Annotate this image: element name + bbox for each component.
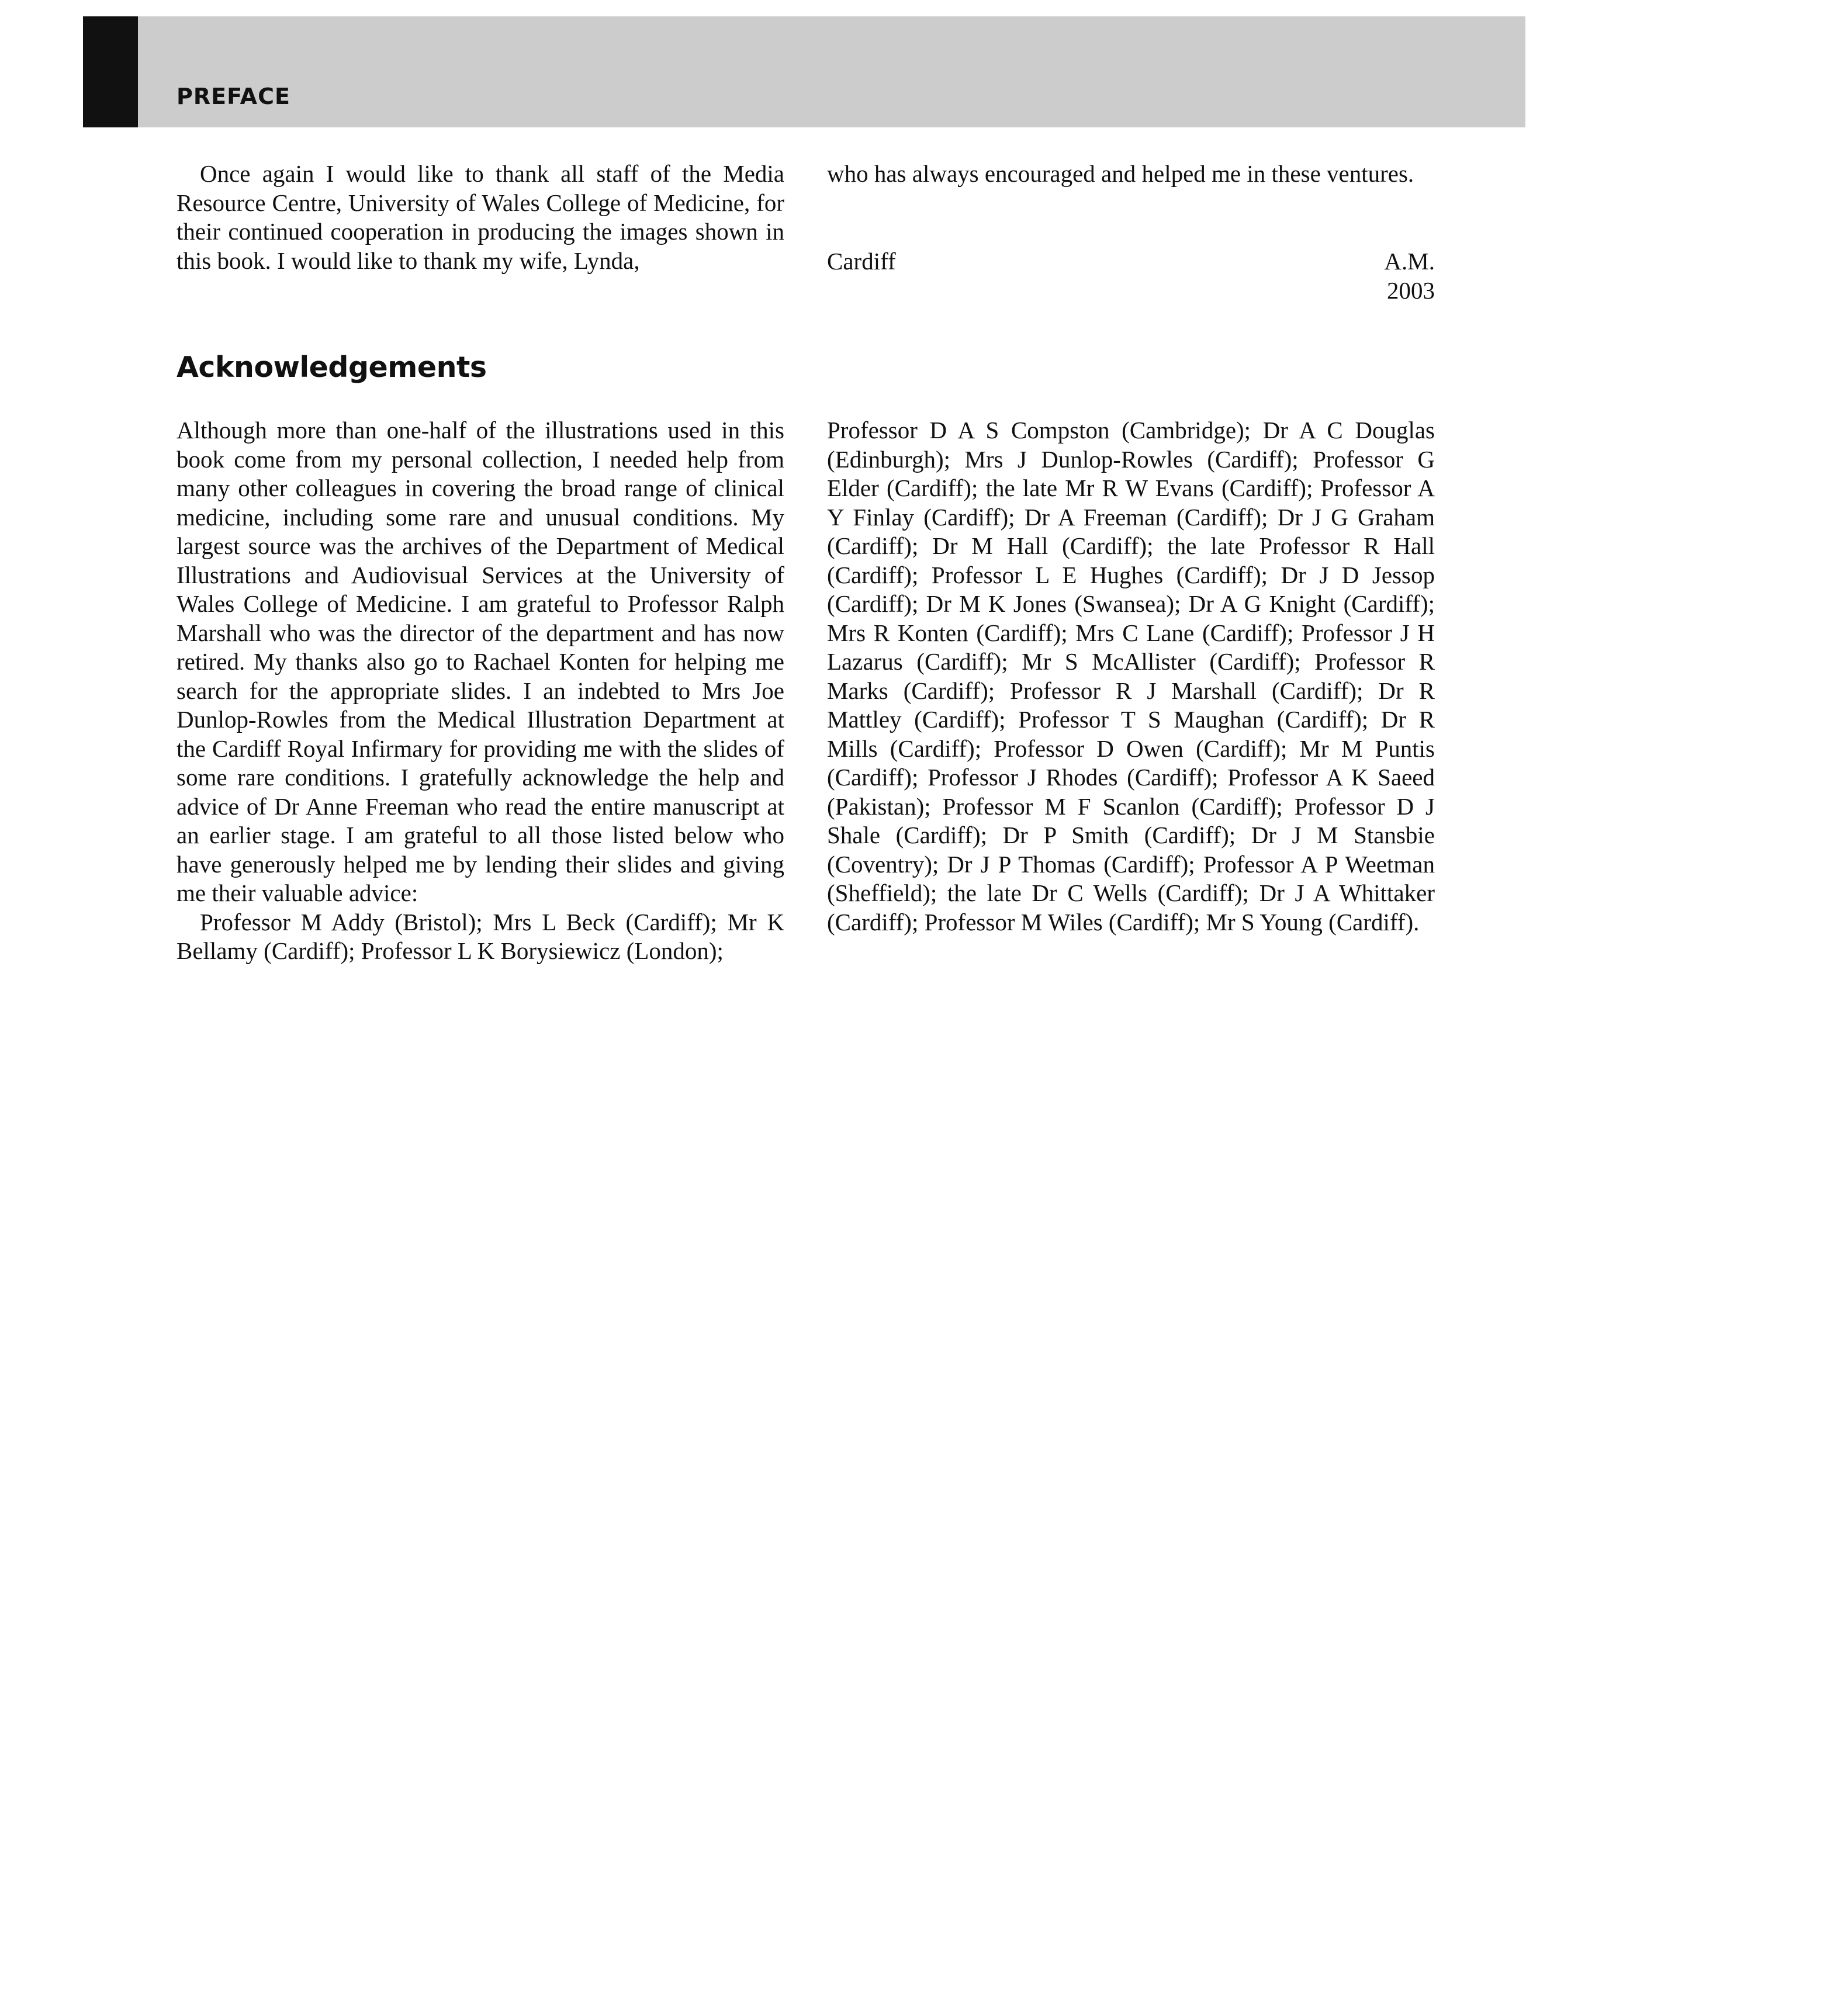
acknowledgements-names-start: Professor M Addy (Bristol); Mrs L Beck (Cardiff); Mr K Bellamy (Cardiff); Professor L K Borysiewicz (London); bbox=[177, 908, 784, 964]
acknowledgements-paragraph: Although more than one-half of the illustrations used in this book come from my personal collection, I needed help from many other colleagues in covering the broad range of clinical medicine, including some rare and unusual conditions. My largest source was the archives of the Department of Medical Illustrations and Audiovisual Services at the University of Wales College of Medicine. I am grateful to Professor Ralph Marshall who was the director of the department and has now retired. My thanks also go to Rachael Konten for helping me search for the appropriate slides. I an indebted to Mrs Joe Dunlop-Rowles from the Medical Illustration Department at the Cardiff Royal Infirmary for providing me with the slides of some rare conditions. I gratefully acknowledge the help and advice of Dr Anne Freeman who read the entire manuscript at an earlier stage. I am grateful to all those listed below who have generously helped me by lending their slides and giving me their valuable advice: bbox=[177, 417, 784, 906]
preface-left-column bbox=[177, 160, 784, 275]
header-band bbox=[83, 16, 1525, 127]
acknowledgements-names-continued: Professor D A S Compston (Cambridge); Dr A C Douglas (Edinburgh); Mrs J Dunlop-Rowles (Cardiff); Professor G Elder (Cardiff); the late Mr R W Evans (Cardiff); Professor A Y Finlay (Cardiff); Dr A Freeman (Cardiff); Dr J G Graham (Cardiff); Dr M Hall (Cardiff); the late Professor R Hall (Cardiff); Professor L E Hughes (Cardiff); Dr J D Jessop (Cardiff); Dr M K Jones (Swansea); Dr A G Knight (Cardiff); Mrs R Konten (Cardiff); Mrs C Lane (Cardiff); Professor J H Lazarus (Cardiff); Mr S McAllister (Cardiff); Professor R Marks (Cardiff); Professor R J Marshall (Cardiff); Dr R Mattley (Cardiff); Professor T S Maughan (Cardiff); Dr R Mills (Cardiff); Professor D Owen (Cardiff); Mr M Puntis (Cardiff); Professor J Rhodes (Cardiff); Professor A K Saeed (Pakistan); Professor M F Scanlon (Cardiff); Professor D J Shale (Cardiff); Dr P Smith (Cardiff); Dr J M Stansbie (Coventry); Dr J P Thomas (Cardiff); Professor A P Weetman (Sheffield); the late Dr C Wells (Cardiff); Dr J A Whittaker (Cardiff); Professor M Wiles (Cardiff); Mr S Young (Cardiff). bbox=[827, 417, 1435, 936]
preface-paragraph-continued: who has always encouraged and helped me in these ventures. bbox=[827, 160, 1414, 187]
signoff-initials: A.M. bbox=[1384, 248, 1435, 275]
signoff-place: Cardiff bbox=[827, 248, 896, 275]
acknowledgements-left-column bbox=[177, 416, 784, 966]
signoff-year: 2003 bbox=[1387, 276, 1435, 304]
preface-right-column bbox=[827, 160, 1435, 189]
acknowledgements-right-column bbox=[827, 416, 1435, 937]
header-black-tab bbox=[83, 16, 138, 127]
preface-paragraph: Once again I would like to thank all staff of the Media Resource Centre, University of Wales College of Medicine, for their continued cooperation in producing the images shown in this book. I would like to thank my wife, Lynda, bbox=[177, 160, 784, 274]
acknowledgements-heading: Acknowledgements bbox=[177, 351, 487, 384]
running-header-title: PREFACE bbox=[177, 84, 290, 109]
